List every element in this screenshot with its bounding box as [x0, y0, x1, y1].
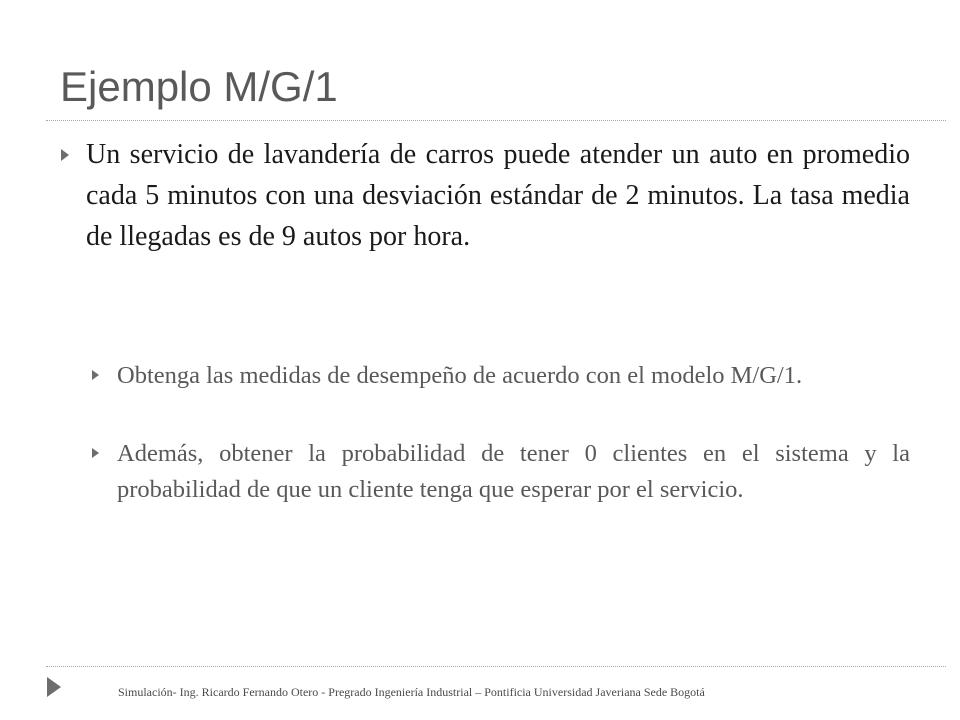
triangle-bullet-icon [92, 370, 99, 380]
triangle-bullet-icon [92, 448, 99, 458]
sub-bullet-probability: Además, obtener la probabilidad de tener 0 clientes en el sistema y la probabilidad de que un cliente tenga que esperar por el servicio. [117, 440, 910, 503]
footer-divider [46, 666, 946, 667]
footer-text: Simulación- Ing. Ricardo Fernando Otero - Pregrado Ingeniería Industrial – Pontificia Universidad Javeriana Sede Bogotá [118, 685, 705, 699]
title-divider [46, 120, 946, 121]
slide-title: Ejemplo M/G/1 [60, 63, 338, 110]
triangle-bullet-icon [61, 149, 69, 161]
triangle-marker-icon [47, 677, 61, 697]
sub-bullet-performance: Obtenga las medidas de desempeño de acuerdo con el modelo M/G/1. [117, 362, 803, 389]
main-paragraph: Un servicio de lavandería de carros puede atender un auto en promedio cada 5 minutos con una desviación estándar de 2 minutos. La tasa media de llegadas es de 9 autos por hora. [86, 139, 910, 252]
